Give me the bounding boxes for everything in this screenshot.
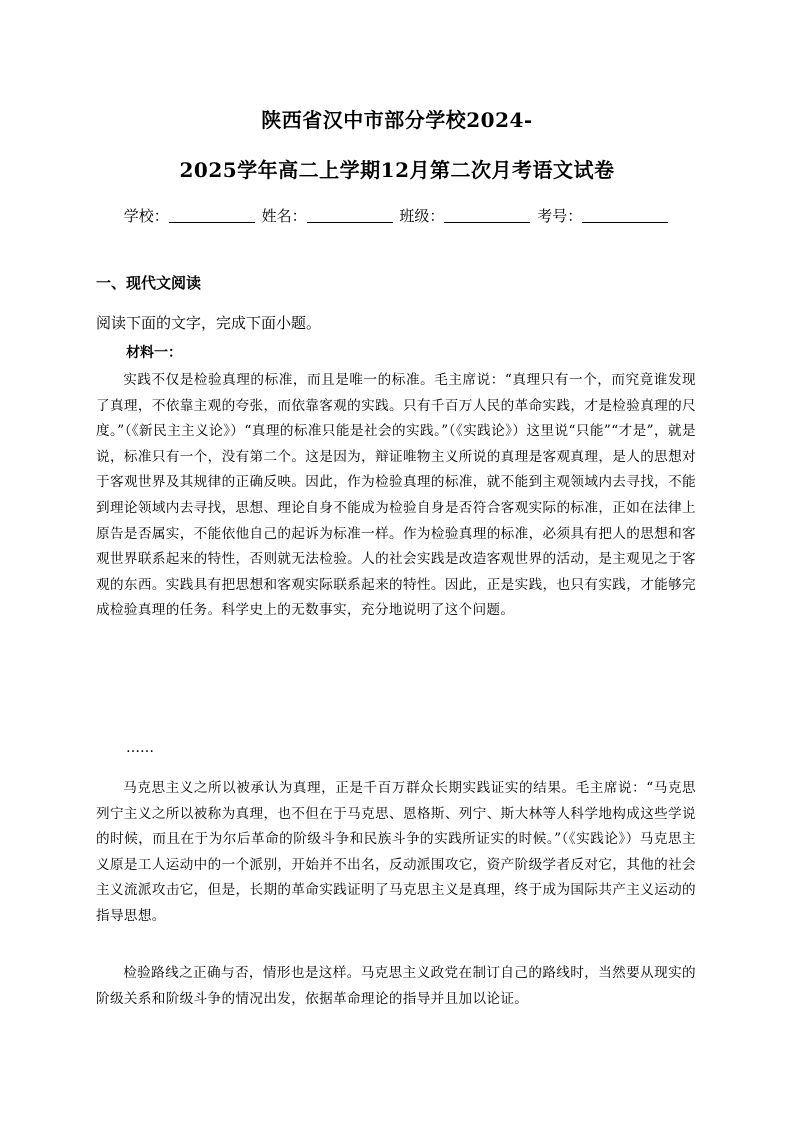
exam-title-line1: 陕西省汉中市部分学校2024- (261, 108, 533, 132)
student-info-row (0, 205, 794, 226)
name-blank (307, 208, 393, 223)
paragraph-1 (96, 368, 696, 624)
ellipsis: …… (126, 740, 154, 756)
paragraph-2 (96, 776, 696, 930)
exam-title-line2: 2025学年高二上学期12月第二次月考语文试卷 (179, 158, 615, 182)
paragraph-2-text: 马克思主义之所以被承认为真理，正是千百万群众长期实践证实的结果。毛主席说：“马克思列宁主义之所以被称为真理，也不但在于马克思、恩格斯、列宁、斯大林等人科学地构成这些学说的时候，而且在于为尔后革命的阶级斗争和民族斗争的实践所证实的时候。”（《实践论》）马克思主义原是工人运动中的一个派别，开始并不出名，反动派围攻它，资产阶级学者反对它，其他的社会主义流派攻击它，但是，长期的革命实践证明了马克思主义是真理，终于成为国际共产主义运动的指导思想。 (96, 780, 696, 924)
material-label: 材料一： (126, 345, 182, 361)
section-heading: 一、现代文阅读 (96, 274, 202, 292)
paragraph-3-text: 检验路线之正确与否，情形也是这样。马克思主义政党在制订自己的路线时，当然要从现实的阶级关系和阶级斗争的情况出发，依据革命理论的指导并且加以论证。 (96, 965, 696, 1007)
class-label: 班级： (399, 207, 445, 225)
paragraph-3 (96, 961, 696, 1012)
school-blank (169, 208, 255, 223)
exam-number-blank (582, 208, 668, 223)
exam-number-label: 考号： (537, 207, 583, 225)
school-label: 学校： (123, 207, 169, 225)
paragraph-1-text: 实践不仅是检验真理的标准，而且是唯一的标准。毛主席说：“真理只有一个，而究竟谁发现了真理，不依靠主观的夸张，而依靠客观的实践。只有千百万人民的革命实践，才是检验真理的尺度。”（《新民主主义论》）“真理的标准只能是社会的实践。”（《实践论》）这里说“只能”“才是”，就是说，标准只有一个，没有第二个。这是因为，辩证唯物主义所说的真理是客观真理，是人的思想对于客观世界及其规律的正确反映。因此，作为检验真理的标准，就不能到主观领域内去寻找，不能到理论领域内去寻找，思想、理论自身不能成为检验自身是否符合客观实际的标准，正如在法律上原告是否属实，不能依他自己的起诉为标准一样。作为检验真理的标准，必须具有把人的思想和客观世界联系起来的特性，否则就无法检验。人的社会实践是改造客观世界的活动，是主观见之于客观的东西。实践具有把思想和客观实际联系起来的特性。因此，正是实践，也只有实践，才能够完成检验真理的任务。科学史上的无数事实，充分地说明了这个问题。 (96, 372, 696, 619)
name-label: 姓名： (261, 207, 307, 225)
class-blank (444, 208, 530, 223)
reading-instruction: 阅读下面的文字，完成下面小题。 (96, 314, 322, 332)
